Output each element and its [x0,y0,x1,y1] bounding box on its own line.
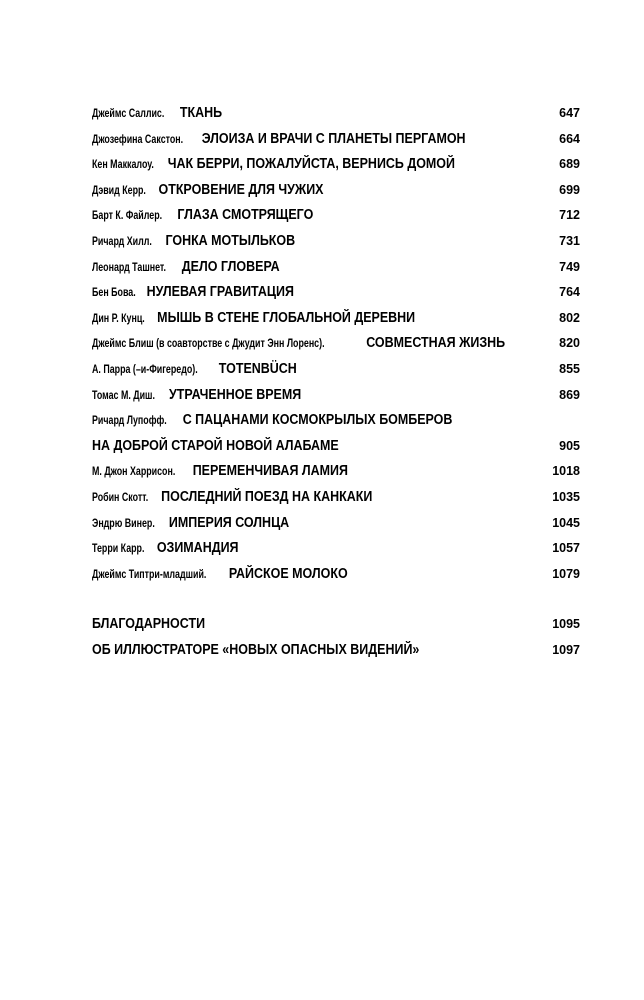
toc-title: МЫШЬ В СТЕНЕ ГЛОБАЛЬНОЙ ДЕРЕВНИ [157,309,416,326]
toc-entry [92,360,540,378]
toc-entry [92,514,540,532]
toc-row [92,181,580,207]
toc-row [92,258,580,284]
toc-author: Терри Карр. [92,541,145,556]
toc-entry [92,206,540,224]
toc-title: НА ДОБРОЙ СТАРОЙ НОВОЙ АЛАБАМЕ [92,437,339,454]
toc-page-number: 820 [559,336,580,351]
toc-page-number: 905 [559,438,580,453]
toc-row [92,462,580,488]
toc-page-number: 664 [559,131,580,146]
toc-title: ГЛАЗА СМОТРЯЩЕГО [177,207,314,224]
toc-entry-text [92,488,372,506]
toc-entry-text [92,565,348,583]
toc-entry [92,283,540,301]
toc-page-number: 1097 [552,642,580,657]
toc-author: Ричард Хилл. [92,233,152,248]
toc-title: ПОСЛЕДНИЙ ПОЕЗД НА КАНКАКИ [161,488,373,505]
toc-author: Дин Р. Кунц. [92,310,145,325]
toc-entry-text [92,334,505,352]
toc-entries [92,104,580,590]
toc-row [92,360,580,386]
toc-page-number: 749 [559,259,580,274]
toc-entry-text [92,462,348,480]
toc-entry-text [92,411,452,429]
toc-author: Джеймс Саллис. [92,106,165,120]
toc-title: ТКАНЬ [179,105,223,121]
toc-entry [92,155,540,173]
toc-title: ИМПЕРИЯ СОЛНЦА [168,514,290,531]
toc-row [92,283,580,309]
toc-author: М. Джон Харрисон. [92,464,176,479]
toc-page-number: 731 [559,233,580,248]
toc-entry-text [92,539,239,557]
toc-row [92,334,580,360]
toc-row [92,539,580,565]
toc-title: ГОНКА МОТЫЛЬКОВ [165,232,296,249]
toc-author: Джеймс Типтри-младший. [92,566,207,581]
toc-row [92,130,580,156]
toc-title: ОТКРОВЕНИЕ ДЛЯ ЧУЖИХ [158,181,324,198]
toc-author: Ричард Лупофф. [92,413,167,428]
toc-entry-text [92,309,415,327]
toc-page-number: 802 [559,310,580,325]
toc-entry-text [92,615,205,633]
toc-page-number: 1045 [552,515,580,530]
toc-row [92,309,580,335]
toc-title: ДЕЛО ГЛОВЕРА [181,258,280,275]
toc-entry [92,539,540,557]
toc-row [92,641,580,667]
toc-title: ЭЛОИЗА И ВРАЧИ С ПЛАНЕТЫ ПЕРГАМОН [201,130,466,147]
toc-entry-text [92,437,339,455]
toc-entry [92,615,540,633]
toc-entry [92,386,540,404]
toc-entry-text [92,155,455,173]
table-of-contents [92,104,580,666]
toc-row [92,615,580,641]
toc-author: Джеймс Блиш (в соавторстве с Джудит Энн Лоренс). [92,336,325,351]
toc-page-number: 1035 [552,489,580,504]
toc-entry [92,130,540,148]
toc-author: Барт К. Файлер. [92,208,163,223]
toc-author: А. Парра (–и-Фигередо). [92,361,198,376]
toc-row [92,206,580,232]
toc-title: БЛАГОДАРНОСТИ [92,616,206,633]
toc-title: НУЛЕВАЯ ГРАВИТАЦИЯ [146,284,294,301]
toc-row [92,386,580,412]
toc-row [92,437,580,463]
toc-entry-text [92,386,301,404]
toc-entry-text [92,283,294,301]
toc-entry-text [92,514,289,532]
toc-page-number: 1018 [552,464,580,479]
toc-author: Кен Маккалоу. [92,157,154,172]
toc-title: ОБ ИЛЛЮСТРАТОРЕ «НОВЫХ ОПАСНЫХ ВИДЕНИЙ» [92,641,420,658]
toc-entry-text [92,641,419,659]
toc-entry [92,437,540,455]
toc-entry [92,488,540,506]
toc-entry-text [92,130,466,148]
toc-entry [92,181,540,199]
toc-title: С ПАЦАНАМИ КОСМОКРЫЛЫХ БОМБЕРОВ [182,412,453,429]
toc-entry [92,104,540,122]
toc-entry-text [92,206,313,224]
toc-row [92,104,580,130]
toc-row [92,488,580,514]
toc-entry [92,641,540,659]
toc-page-number: 869 [559,387,580,402]
toc-title: TOTENBÜCH [218,360,297,377]
toc-title: ЧАК БЕРРИ, ПОЖАЛУЙСТА, ВЕРНИСЬ ДОМОЙ [167,156,455,173]
toc-entry-text [92,258,280,276]
toc-entry [92,411,540,429]
toc-title: УТРАЧЕННОЕ ВРЕМЯ [168,386,302,403]
toc-row [92,155,580,181]
toc-author: Томас М. Диш. [92,387,155,402]
toc-title: РАЙСКОЕ МОЛОКО [228,565,348,582]
toc-author: Робин Скотт. [92,489,149,504]
toc-author: Джозефина Сакстон. [92,131,184,146]
toc-row [92,232,580,258]
toc-author: Леонард Ташнет. [92,259,166,274]
toc-page-number: 1079 [552,566,580,581]
toc-page-number: 764 [559,285,580,300]
toc-page-number: 689 [559,157,580,172]
toc-author: Бен Бова. [92,285,136,300]
toc-entry [92,334,540,352]
toc-author: Эндрю Винер. [92,515,155,530]
toc-author: Дэвид Керр. [92,182,146,197]
toc-title: СОВМЕСТНАЯ ЖИЗНЬ [366,335,506,352]
section-gap [92,590,580,615]
toc-page-number: 647 [559,106,580,120]
toc-row [92,565,580,591]
toc-title: ПЕРЕМЕНЧИВАЯ ЛАМИЯ [192,463,348,480]
toc-page-number: 712 [559,208,580,223]
toc-entry-text [92,181,323,199]
toc-entry [92,232,540,250]
toc-page-number: 855 [559,361,580,376]
toc-title: ОЗИМАНДИЯ [156,540,239,557]
toc-row [92,514,580,540]
toc-page-number: 1057 [552,541,580,556]
toc-entry [92,309,540,327]
toc-page-number: 699 [559,182,580,197]
toc-entry-text [92,360,297,378]
toc-entry-text [92,232,295,250]
toc-entry [92,462,540,480]
toc-entry [92,258,540,276]
toc-back-matter [92,615,580,666]
toc-entry-text [92,104,222,122]
toc-page-number: 1095 [552,617,580,632]
toc-row [92,411,580,437]
toc-entry [92,565,540,583]
